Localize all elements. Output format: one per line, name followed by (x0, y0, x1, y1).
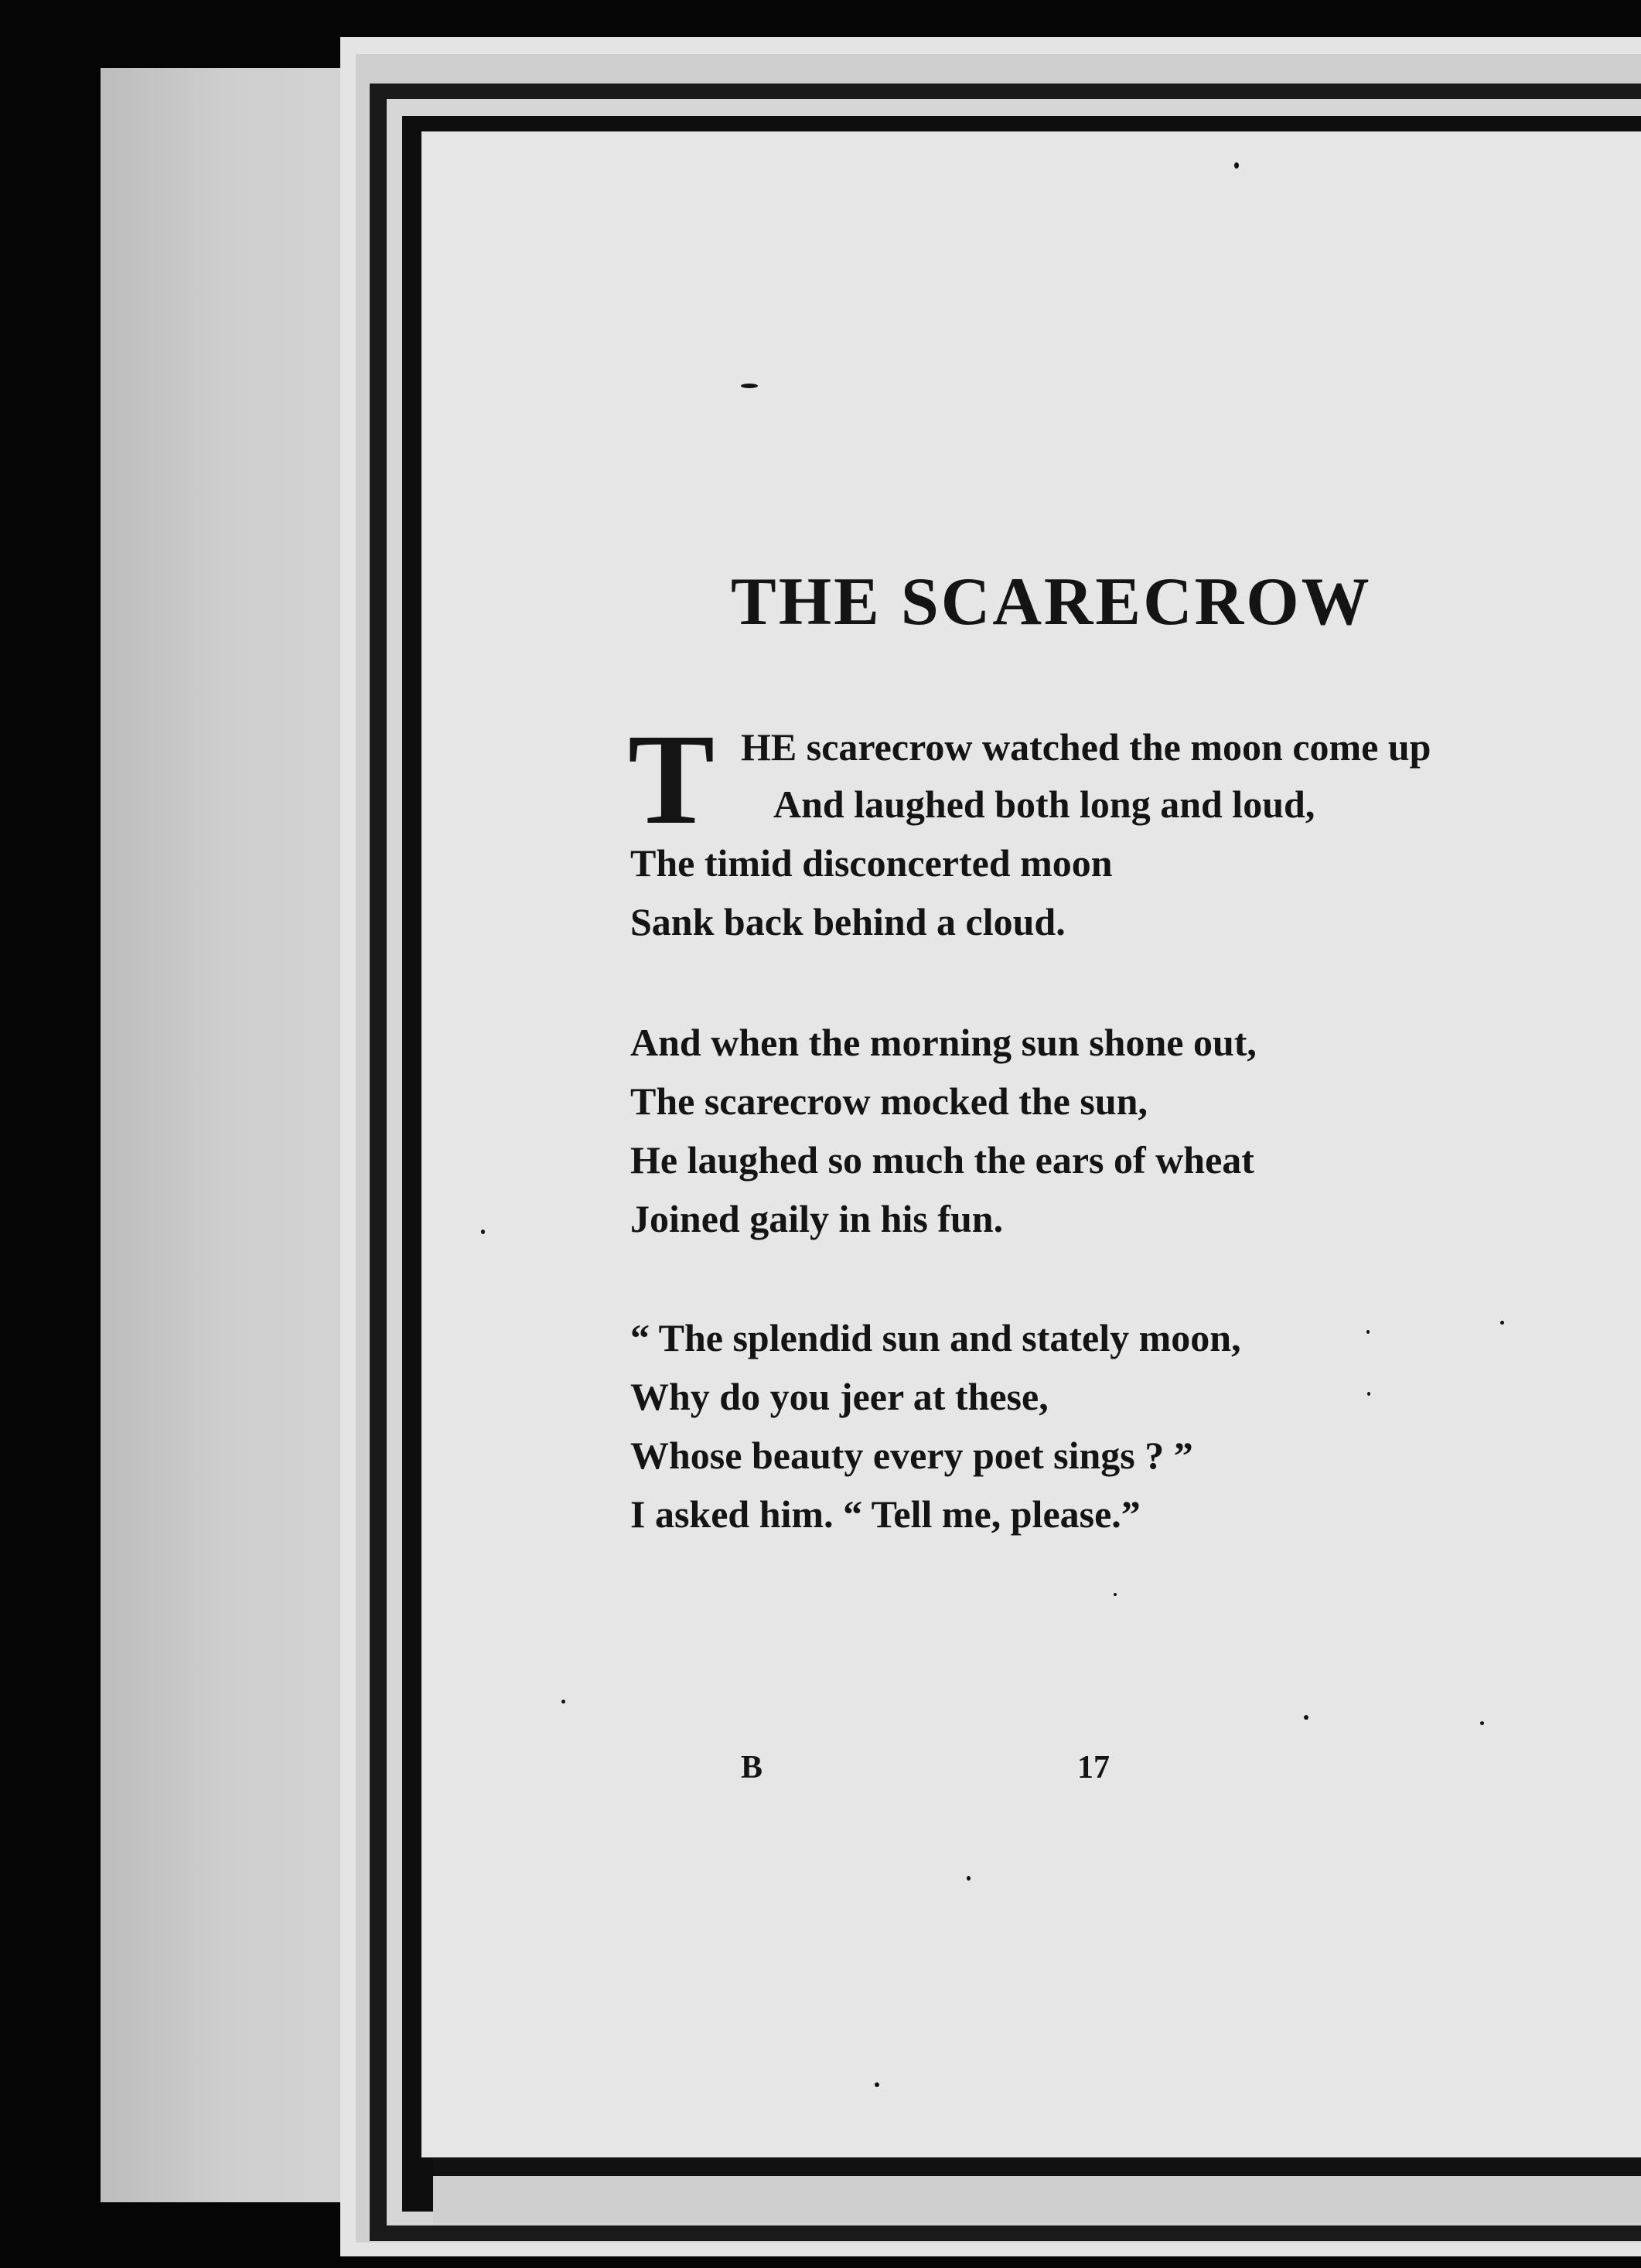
speck (875, 2082, 879, 2087)
page-bottom-shadow (433, 2157, 1641, 2176)
speck (1367, 1392, 1370, 1396)
poem-line: He laughed so much the ears of wheat (630, 1138, 1254, 1182)
poem-line: And laughed both long and loud, (773, 783, 1315, 826)
poem-line: “ The splendid sun and stately moon, (630, 1316, 1241, 1359)
speck (481, 1229, 485, 1234)
poem-line: The timid disconcerted moon (630, 841, 1113, 885)
drop-cap: T (628, 708, 715, 851)
poem-line: Whose beauty every poet sings ? ” (630, 1434, 1193, 1477)
speck (1366, 1330, 1370, 1334)
poem-line: Joined gaily in his fun. (630, 1197, 1004, 1240)
poem-line: HE scarecrow watched the moon come up (741, 725, 1431, 769)
speck (741, 384, 758, 388)
poem-line: I asked him. “ Tell me, please.” (630, 1492, 1141, 1536)
speck (1480, 1721, 1484, 1725)
page-number: 17 (1077, 1750, 1110, 1785)
poem-line: The scarecrow mocked the sun, (630, 1079, 1148, 1123)
speck (1114, 1593, 1117, 1596)
poem-line: And when the morning sun shone out, (630, 1021, 1257, 1064)
page-bottom-edge (433, 2176, 1641, 2222)
speck (1500, 1321, 1504, 1325)
signature-mark: B (741, 1750, 763, 1785)
poem-line: Why do you jeer at these, (630, 1375, 1049, 1418)
speck (561, 1700, 565, 1704)
poem-line: Sank back behind a cloud. (630, 900, 1066, 943)
speck (1304, 1715, 1308, 1720)
speck (1234, 162, 1239, 169)
poem-title: THE SCARECROW (731, 564, 1372, 639)
speck (967, 1876, 971, 1881)
